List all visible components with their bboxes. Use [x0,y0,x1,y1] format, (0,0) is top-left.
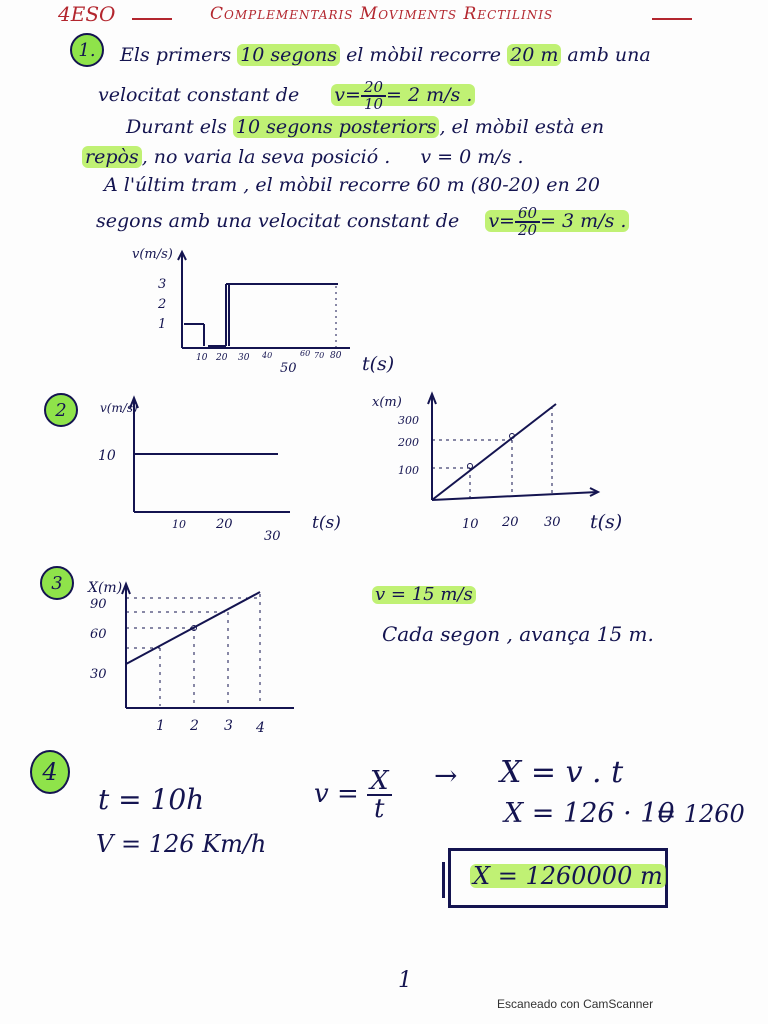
q3-graph-ytick-60: 60 [90,627,107,642]
q4-arrow: → [434,759,458,792]
course-label: 4ESO [58,2,116,26]
q2-x-graph-ytick-300: 300 [398,414,419,427]
q1-graph-xtick-40: 40 [262,351,273,360]
q1-velocity-1: v= $\frac{20}{10}$ = 2 m/s . [331,84,475,106]
q3-graph-ytick-90: 90 [90,597,107,612]
q2-position-graph [368,388,638,544]
q2-velocity-graph [90,388,360,544]
q1-graph-xlabel: t(s) [362,353,395,375]
q1-graph-xtick-60: 60 [300,349,311,358]
q1-graph-xtick-20: 20 [216,353,228,363]
q2-x-graph-xtick-10: 10 [462,517,479,532]
q3-position-graph [82,572,312,740]
q2-x-graph-xlabel: t(s) [590,511,623,533]
q2-v-graph-xtick-20: 20 [216,517,233,532]
q1-velocity-3: v= $\frac{60}{20}$ = 3 m/s . [485,210,629,232]
q1-graph-ytick-3: 3 [158,277,167,292]
q3-graph-xtick-3: 3 [224,718,233,734]
q1-graph-xtick-10: 10 [196,353,208,363]
q3-graph-xtick-2: 2 [190,718,199,734]
q2-v-graph-xtick-10: 10 [172,518,186,531]
q1-line-6: segons amb una velocitat constant de v= $\frac{60}{20}$ = 3 m/s . [96,206,629,238]
header-rule-right [652,18,692,20]
q2-x-graph-ytick-200: 200 [398,436,419,449]
q1-velocity-time-graph [130,244,420,380]
q1-line-5: A l'últim tram , el mòbil recorre 60 m (80-20) en 20 [104,174,600,196]
q4-answer: X = 1260000 m [470,864,666,888]
q1-graph-xtick-30: 30 [238,353,250,363]
header-rule-left [132,18,172,20]
q4-speed: V = 126 Km/h [96,830,267,858]
q1-line-2: velocitat constant de v= $\frac{20}{10}$ = 2 m/s . [98,80,475,112]
question-1-badge: 1. [70,33,104,67]
q1-graph-xtick-70: 70 [314,351,325,360]
q2-v-graph-ytick-10: 10 [98,448,116,464]
question-4-badge: 4 [30,750,70,794]
q2-v-graph-ylabel: v(m/s) [100,401,138,415]
q1-line-1: Els primers 10 segons el mòbil recorre 20 m amb una [120,44,651,66]
q4-x-calc-result: = 1260 [656,800,745,828]
q3-graph-xtick-1: 1 [156,718,165,734]
page-number: 1 [398,968,412,993]
q1-graph-xtick-80: 80 [330,351,342,361]
q4-time: t = 10h [98,783,205,816]
q1-graph-ylabel: v(m/s) [132,247,173,262]
question-3-badge: 3 [40,566,74,600]
q4-formula-v: v = $\frac{X}{t}$ [314,768,392,822]
header-title: Complementaris Moviments Rectilinis [210,4,554,24]
q2-x-graph-ylabel: x(m) [372,395,402,410]
q2-v-graph-xtick-30: 30 [264,529,281,544]
q3-graph-ytick-30: 30 [90,667,107,682]
q1-graph-ytick-1: 1 [158,317,167,332]
q2-x-graph-ytick-100: 100 [398,464,419,477]
q4-answer-box-left-mark [442,862,445,898]
q2-x-graph-xtick-20: 20 [502,515,519,530]
q4-x-formula: X = v . t [500,755,624,790]
question-2-badge: 2 [44,393,78,427]
q3-graph-xtick-4: 4 [256,720,265,736]
q2-x-graph-xtick-30: 30 [544,515,561,530]
q3-velocity: v = 15 m/s [372,586,476,604]
q1-line-4: repòs , no varia la seva posició . v = 0 m/s . [82,148,523,167]
q3-graph-ylabel: X(m) [88,580,123,596]
q1-graph-ytick-2: 2 [158,297,167,312]
q2-v-graph-xlabel: t(s) [312,513,341,533]
q1-graph-xtick-50: 50 [280,361,297,376]
q4-x-calc: X = 126 · 10 [504,798,675,829]
q1-line-3: Durant els 10 segons posteriors , el mòbil està en [126,116,605,138]
q3-note: Cada segon , avança 15 m. [382,622,654,646]
scanner-watermark: Escaneado con CamScanner [497,997,654,1011]
